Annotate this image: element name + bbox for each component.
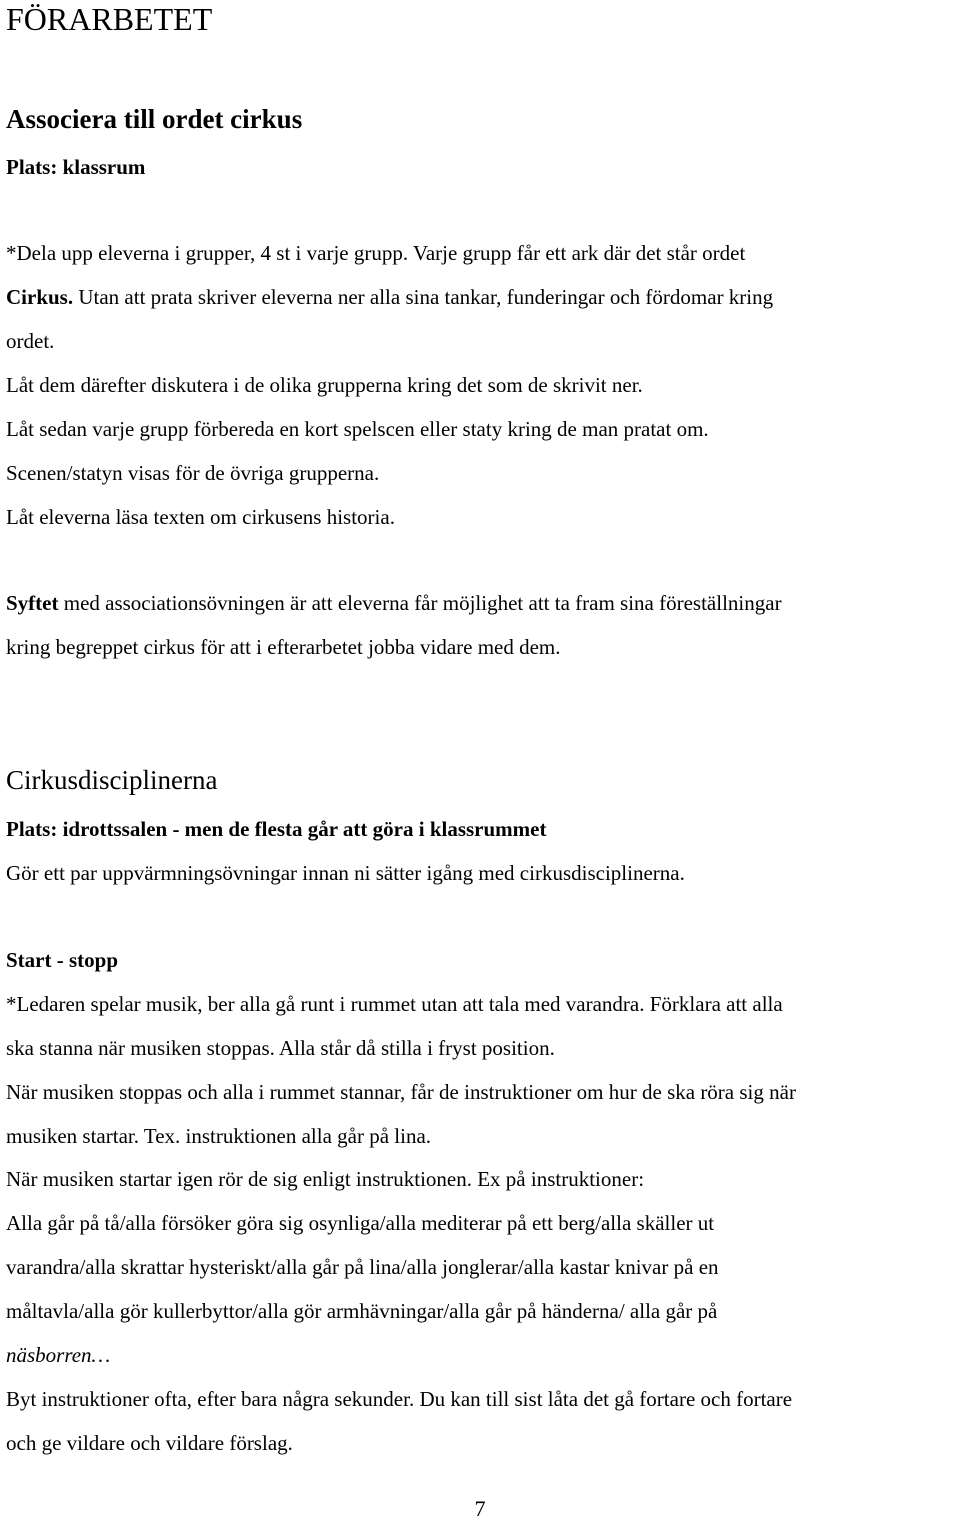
paragraph-line: ordet. bbox=[6, 329, 55, 353]
page-title: FÖRARBETET bbox=[6, 1, 213, 37]
page-number: 7 bbox=[474, 1496, 486, 1521]
paragraph-line: Byt instruktioner ofta, efter bara några sekunder. Du kan till sist låta det gå fortare och fortare bbox=[6, 1387, 793, 1411]
paragraph-line: Låt eleverna läsa texten om cirkusens historia. bbox=[6, 505, 395, 529]
paragraph-line bbox=[6, 287, 773, 308]
paragraph-line: måltavla/alla gör kullerbyttor/alla gör armhävningar/alla går på händerna/ alla går på bbox=[6, 1299, 718, 1323]
paragraph-line: och ge vildare och vildare förslag. bbox=[6, 1431, 293, 1455]
paragraph-line: När musiken stoppas och alla i rummet stannar, får de instruktioner om hur de ska röra sig när bbox=[6, 1080, 796, 1104]
paragraph-line: Gör ett par uppvärmningsövningar innan ni sätter igång med cirkusdisciplinerna. bbox=[6, 861, 685, 885]
paragraph-line: *Ledaren spelar musik, ber alla gå runt i rummet utan att tala med varandra. Förklara att alla bbox=[6, 992, 783, 1016]
text-span: med associationsövningen är att eleverna får möjlighet att ta fram sina föreställningar bbox=[58, 591, 782, 615]
paragraph-line: När musiken startar igen rör de sig enligt instruktionen. Ex på instruktioner: bbox=[6, 1167, 645, 1191]
section-heading-associera: Associera till ordet cirkus bbox=[6, 104, 303, 134]
paragraph-line: *Dela upp eleverna i grupper, 4 st i varje grupp. Varje grupp får ett ark där det står ordet bbox=[6, 241, 746, 265]
purpose-line bbox=[6, 593, 782, 614]
paragraph-line: Låt dem därefter diskutera i de olika grupperna kring det som de skrivit ner. bbox=[6, 373, 643, 397]
paragraph-line: Scenen/statyn visas för de övriga grupperna. bbox=[6, 461, 380, 485]
bold-word-cirkus: Cirkus. bbox=[6, 285, 74, 309]
paragraph-line: musiken startar. Tex. instruktionen alla går på lina. bbox=[6, 1124, 432, 1148]
section-heading-cirkusdisciplinerna: Cirkusdisciplinerna bbox=[6, 765, 218, 795]
section-heading-start-stopp: Start - stopp bbox=[6, 948, 119, 972]
paragraph-line: ska stanna när musiken stoppas. Alla står då stilla i fryst position. bbox=[6, 1036, 555, 1060]
purpose-line: kring begreppet cirkus för att i efterarbetet jobba vidare med dem. bbox=[6, 635, 561, 659]
section-place-classroom: Plats: klassrum bbox=[6, 155, 146, 179]
section-place-gym: Plats: idrottssalen - men de flesta går att göra i klassrummet bbox=[6, 817, 547, 841]
paragraph-line: Låt sedan varje grupp förbereda en kort spelscen eller staty kring de man pratat om. bbox=[6, 417, 709, 441]
paragraph-line: varandra/alla skrattar hysteriskt/alla går på lina/alla jonglerar/alla kastar knivar på en bbox=[6, 1255, 719, 1279]
paragraph-line: Alla går på tå/alla försöker göra sig osynliga/alla mediterar på ett berg/alla skäller ut bbox=[6, 1211, 715, 1235]
text-span: Utan att prata skriver eleverna ner alla sina tankar, funderingar och fördomar kring bbox=[73, 285, 774, 309]
bold-word-syftet: Syftet bbox=[6, 591, 59, 615]
paragraph-line: näsborren… bbox=[6, 1343, 111, 1367]
